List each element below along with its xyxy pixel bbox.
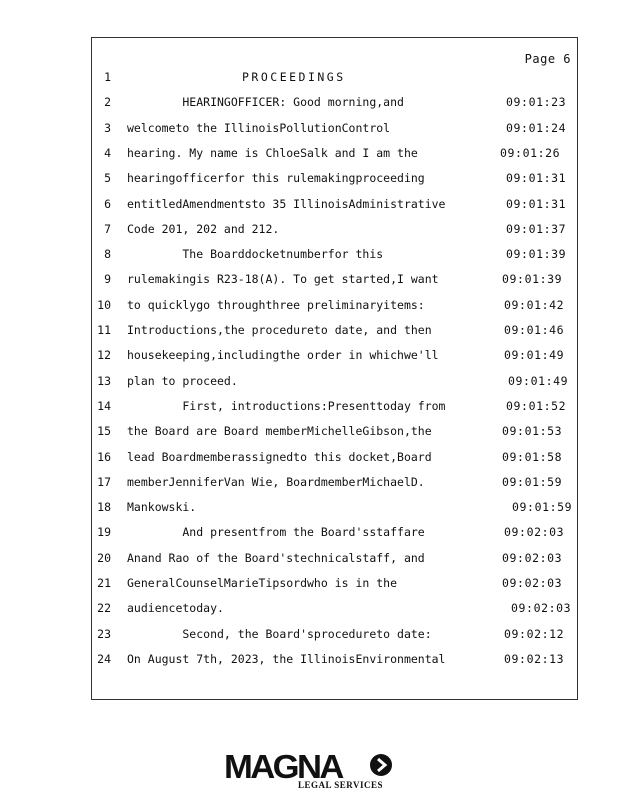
line-text: Anand Rao of the Board'stechnicalstaff, and [127, 550, 425, 565]
timestamp: 09:02:03 [504, 525, 565, 540]
transcript-line [92, 323, 577, 343]
logo-subtitle: LEGAL SERVICES [298, 780, 383, 790]
transcript-line [92, 95, 577, 115]
line-text: the Board are Board memberMichelleGibson,the [127, 424, 432, 439]
line-number: 14 [97, 398, 111, 413]
line-text: hearing. My name is ChloeSalk and I am the [127, 145, 418, 160]
transcript-line [92, 627, 577, 647]
transcript-line [92, 348, 577, 368]
page-number: Page 6 [524, 52, 571, 66]
line-text: plan to proceed. [127, 373, 238, 388]
line-text: The Boarddocketnumberfor this [127, 247, 384, 262]
timestamp: 09:01:49 [508, 373, 569, 388]
timestamp: 09:02:03 [502, 576, 563, 590]
transcript-line [92, 70, 577, 90]
line-number: 19 [97, 525, 111, 540]
timestamp: 09:01:58 [502, 449, 563, 464]
line-text: rulemakingis R23-18(A). To get started,I want [127, 272, 439, 287]
line-number: 1 [104, 70, 111, 84]
line-number: 21 [97, 576, 111, 590]
transcript-line [92, 450, 577, 470]
line-text: welcometo the IllinoisPollutionControl [127, 120, 391, 135]
timestamp: 09:01:39 [502, 272, 563, 287]
timestamp: 09:02:13 [504, 651, 565, 666]
timestamp: 09:01:52 [506, 398, 567, 413]
line-number: 22 [97, 601, 111, 616]
line-text: Mankowski. [127, 500, 197, 515]
timestamp: 09:01:39 [506, 247, 567, 262]
line-number: 13 [97, 373, 111, 388]
timestamp: 09:01:59 [512, 500, 573, 515]
line-text: audiencetoday. [127, 601, 224, 616]
line-text: housekeeping,includingthe order in whichwe'll [127, 348, 439, 363]
line-text: to quicklygo throughthree preliminaryitems: [127, 297, 425, 312]
line-text: First, introductions:Presenttoday from [127, 398, 446, 413]
timestamp: 09:01:46 [504, 323, 565, 337]
line-number: 7 [104, 221, 111, 236]
line-number: 20 [97, 550, 111, 565]
transcript-line [92, 298, 577, 318]
line-number: 16 [97, 449, 111, 464]
line-text: Code 201, 202 and 212. [127, 221, 280, 236]
line-text: PROCEEDINGS [242, 70, 346, 84]
line-text: On August 7th, 2023, the IllinoisEnvironmental [127, 651, 446, 666]
line-text: lead Boardmemberassignedto this docket,Board [127, 449, 432, 464]
timestamp: 09:01:23 [506, 95, 567, 110]
line-number: 17 [97, 474, 111, 489]
chevron-right-icon [370, 754, 392, 776]
timestamp: 09:02:03 [502, 550, 563, 565]
transcript-line [92, 424, 577, 444]
magna-logo [224, 748, 400, 796]
transcript-line [92, 475, 577, 495]
transcript-line [92, 197, 577, 217]
transcript-page [91, 37, 578, 700]
timestamp: 09:01:49 [504, 348, 565, 363]
transcript-line [92, 272, 577, 292]
line-number: 3 [104, 120, 111, 135]
line-text: Second, the Board'sprocedureto date: [127, 626, 432, 641]
transcript-line [92, 576, 577, 596]
line-number: 24 [97, 651, 111, 666]
transcript-line [92, 247, 577, 267]
timestamp: 09:02:03 [511, 601, 572, 616]
transcript-line [92, 551, 577, 571]
timestamp: 09:01:37 [506, 221, 567, 236]
timestamp: 09:01:26 [500, 145, 561, 160]
line-number: 23 [97, 626, 111, 641]
timestamp: 09:01:31 [506, 196, 567, 211]
transcript-line [92, 601, 577, 621]
line-text: GeneralCounselMarieTipsordwho is in the [127, 576, 398, 590]
line-text: And presentfrom the Board'sstaffare [127, 525, 425, 540]
transcript-line [92, 652, 577, 672]
transcript-line [92, 171, 577, 191]
line-number: 8 [104, 247, 111, 262]
transcript-line [92, 500, 577, 520]
line-number: 9 [104, 272, 111, 287]
transcript-line [92, 525, 577, 545]
timestamp: 09:01:24 [506, 120, 567, 135]
line-number: 12 [97, 348, 111, 363]
line-number: 18 [97, 500, 111, 515]
line-text: entitledAmendmentsto 35 IllinoisAdministrative [127, 196, 446, 211]
line-number: 11 [97, 323, 111, 337]
line-number: 4 [104, 145, 111, 160]
line-text: HEARINGOFFICER: Good morning,and [127, 95, 404, 110]
transcript-line [92, 399, 577, 419]
line-number: 10 [97, 297, 111, 312]
line-text: Introductions,the procedureto date, and then [127, 323, 432, 337]
line-number: 6 [104, 196, 111, 211]
line-number: 2 [104, 95, 111, 110]
transcript-line [92, 146, 577, 166]
transcript-line [92, 374, 577, 394]
timestamp: 09:01:53 [502, 424, 563, 439]
timestamp: 09:01:42 [504, 297, 565, 312]
timestamp: 09:01:31 [506, 171, 567, 186]
timestamp: 09:01:59 [502, 474, 563, 489]
timestamp: 09:02:12 [504, 626, 565, 641]
line-text: memberJenniferVan Wie, BoardmemberMichaelD. [127, 474, 425, 489]
logo-wordmark: MAGNA [224, 748, 342, 785]
line-number: 5 [104, 171, 111, 186]
transcript-line [92, 222, 577, 242]
transcript-line [92, 121, 577, 141]
line-text: hearingofficerfor this rulemakingproceeding [127, 171, 425, 186]
line-number: 15 [97, 424, 111, 439]
